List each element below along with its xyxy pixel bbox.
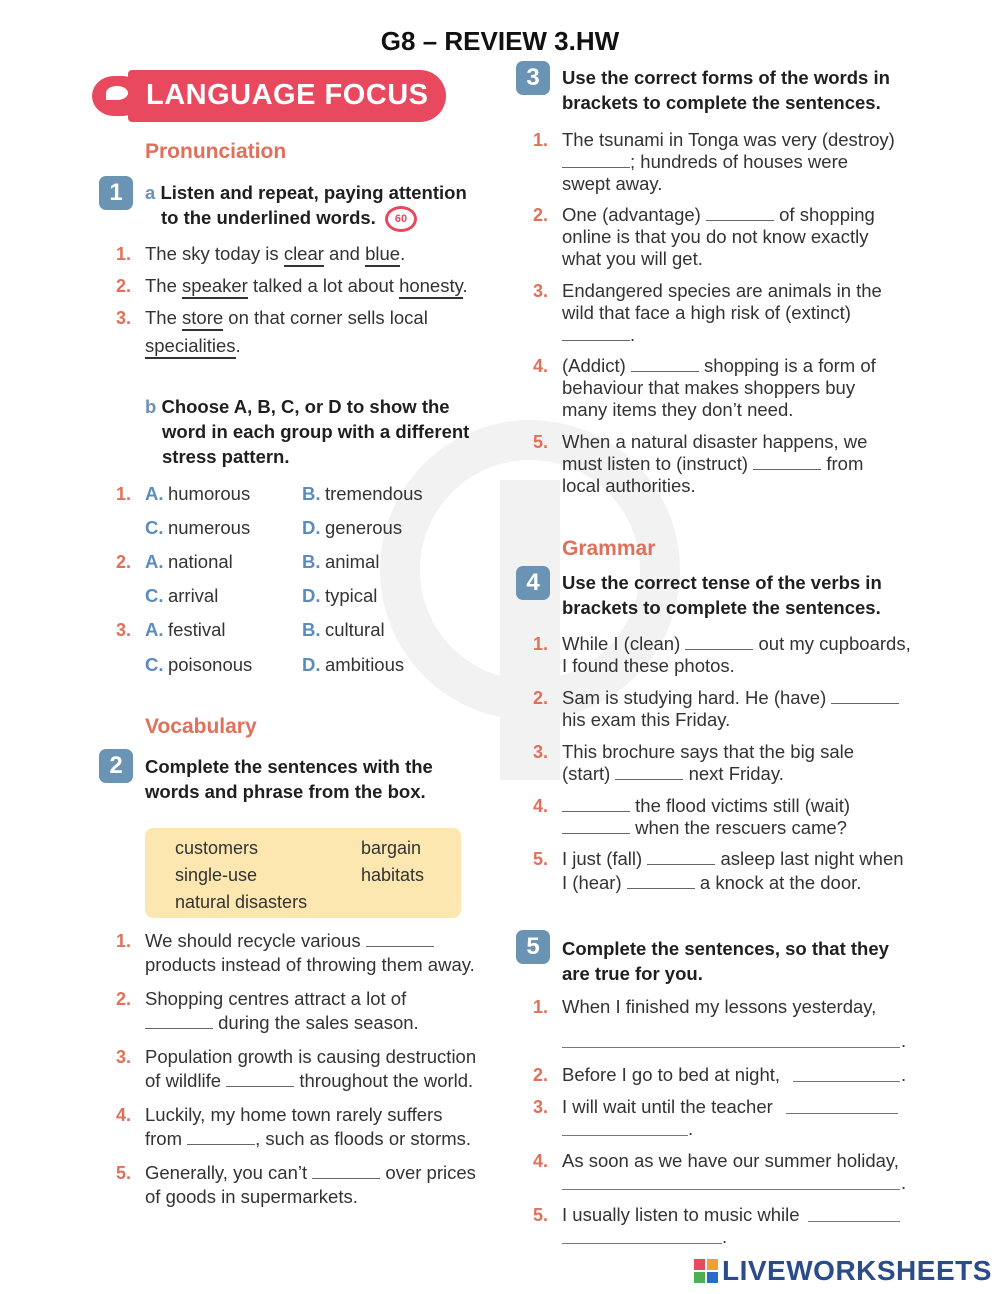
list-item: Sam is studying hard. He (have) xyxy=(562,687,899,710)
exercise-4-badge: 4 xyxy=(516,566,550,600)
box-word: habitats xyxy=(361,865,425,885)
exercise-1b-instruction: b Choose A, B, C, or D to show the word in each group with a different stress pattern. xyxy=(145,396,470,467)
language-focus-banner xyxy=(92,70,447,122)
answer-blank[interactable] xyxy=(647,850,715,865)
answer-blank[interactable] xyxy=(226,1072,294,1087)
vocabulary-heading: Vocabulary xyxy=(145,715,257,738)
box-word: natural disasters xyxy=(175,892,308,912)
exercise-2-badge: 2 xyxy=(99,749,133,783)
answer-line[interactable] xyxy=(562,1135,688,1136)
exercise-3-badge: 3 xyxy=(516,61,550,95)
option-b[interactable]: B. cultural xyxy=(302,619,385,640)
logo-text: LIVEWORKSHEETS xyxy=(722,1255,992,1286)
option-a[interactable]: A. national xyxy=(145,551,233,572)
grammar-heading: Grammar xyxy=(562,537,656,560)
list-item: of wildlife throughout the world. xyxy=(145,1070,474,1091)
option-a[interactable]: A. humorous xyxy=(145,483,251,504)
option-c[interactable]: C. numerous xyxy=(145,517,251,538)
list-item: We should recycle various xyxy=(145,930,434,953)
answer-blank[interactable] xyxy=(615,765,683,780)
list-item: The sky today is clear and blue. xyxy=(145,243,405,266)
page-title: G8 – REVIEW 3.HW xyxy=(380,26,620,56)
option-d[interactable]: D. ambitious xyxy=(302,654,405,675)
answer-blank[interactable] xyxy=(187,1130,255,1145)
answer-line[interactable] xyxy=(562,1047,900,1048)
list-item: ; hundreds of houses were xyxy=(562,151,848,174)
list-item: One (advantage) of shopping xyxy=(562,204,875,225)
banner-label: LANGUAGE FOCUS xyxy=(146,79,429,111)
underlined-word: specialities xyxy=(145,335,236,359)
list-item: I (hear) a knock at the door. xyxy=(562,872,862,893)
answer-line[interactable] xyxy=(562,1189,900,1190)
answer-blank[interactable] xyxy=(562,819,630,834)
list-item: (Addict) shopping is a form of xyxy=(562,355,876,376)
answer-blank[interactable] xyxy=(685,635,753,650)
pronunciation-heading: Pronunciation xyxy=(145,140,287,163)
list-item: (start) next Friday. xyxy=(562,763,784,784)
list-item: . xyxy=(562,324,635,347)
list-item: from , such as floods or storms. xyxy=(145,1128,472,1149)
logo-grid-icon xyxy=(694,1259,718,1283)
part-letter: a xyxy=(145,182,156,203)
exercise-1a-instruction: a Listen and repeat, paying attention to the underlined words. 60 xyxy=(145,180,467,232)
answer-line[interactable] xyxy=(793,1081,900,1082)
answer-blank[interactable] xyxy=(562,326,630,341)
list-item: when the rescuers came? xyxy=(562,817,847,840)
option-a[interactable]: A. festival xyxy=(145,619,226,640)
liveworksheets-logo xyxy=(694,1256,992,1286)
list-item: The speaker talked a lot about honesty. xyxy=(145,275,468,298)
answer-blank[interactable] xyxy=(562,153,630,168)
underlined-word: blue xyxy=(365,243,400,267)
answer-blank[interactable] xyxy=(627,874,695,889)
list-item: must listen to (instruct) from xyxy=(562,453,864,474)
list-item: I just (fall) asleep last night when xyxy=(562,848,904,869)
exercise-2-instruction: Complete the sentences with the words and phrase from the box. xyxy=(145,756,433,802)
option-b[interactable]: B. animal xyxy=(302,551,380,572)
answer-blank[interactable] xyxy=(753,455,821,470)
list-item: Generally, you can’t over prices xyxy=(145,1162,476,1183)
audio-track-icon[interactable]: 60 xyxy=(385,206,417,232)
underlined-word: clear xyxy=(284,243,324,267)
answer-blank[interactable] xyxy=(312,1164,380,1179)
box-word: bargain xyxy=(361,838,422,858)
list-item: the flood victims still (wait) xyxy=(562,795,850,818)
option-d[interactable]: D. typical xyxy=(302,585,378,606)
exercise-5-badge: 5 xyxy=(516,930,550,964)
exercise-5-instruction: Complete the sentences, so that they are true for you. xyxy=(562,938,889,984)
list-item: during the sales season. xyxy=(145,1012,419,1035)
box-word: customers xyxy=(175,838,259,858)
answer-line[interactable] xyxy=(808,1221,900,1222)
answer-line[interactable] xyxy=(786,1113,898,1114)
list-item: While I (clean) out my cupboards, xyxy=(562,633,911,654)
exercise-3-instruction: Use the correct forms of the words in brackets to complete the sentences. xyxy=(562,67,890,113)
answer-blank[interactable] xyxy=(145,1014,213,1029)
exercise-4-instruction: Use the correct tense of the verbs in brackets to complete the sentences. xyxy=(562,572,882,618)
exercise-1-badge: 1 xyxy=(99,176,133,210)
underlined-word: store xyxy=(182,307,223,331)
option-d[interactable]: D. generous xyxy=(302,517,403,538)
list-item: The store on that corner sells local xyxy=(145,307,428,330)
option-c[interactable]: C. poisonous xyxy=(145,654,253,675)
answer-blank[interactable] xyxy=(366,932,434,947)
underlined-word: speaker xyxy=(182,275,248,299)
box-word: single-use xyxy=(175,865,258,885)
answer-blank[interactable] xyxy=(631,357,699,372)
list-item-continuation: specialities. xyxy=(145,335,241,358)
answer-blank[interactable] xyxy=(706,206,774,221)
option-b[interactable]: B. tremendous xyxy=(302,483,423,504)
option-c[interactable]: C. arrival xyxy=(145,585,219,606)
answer-blank[interactable] xyxy=(562,797,630,812)
answer-blank[interactable] xyxy=(831,689,899,704)
pointing-hand-icon xyxy=(92,76,136,116)
underlined-word: honesty xyxy=(399,275,462,299)
answer-line[interactable] xyxy=(562,1243,722,1244)
